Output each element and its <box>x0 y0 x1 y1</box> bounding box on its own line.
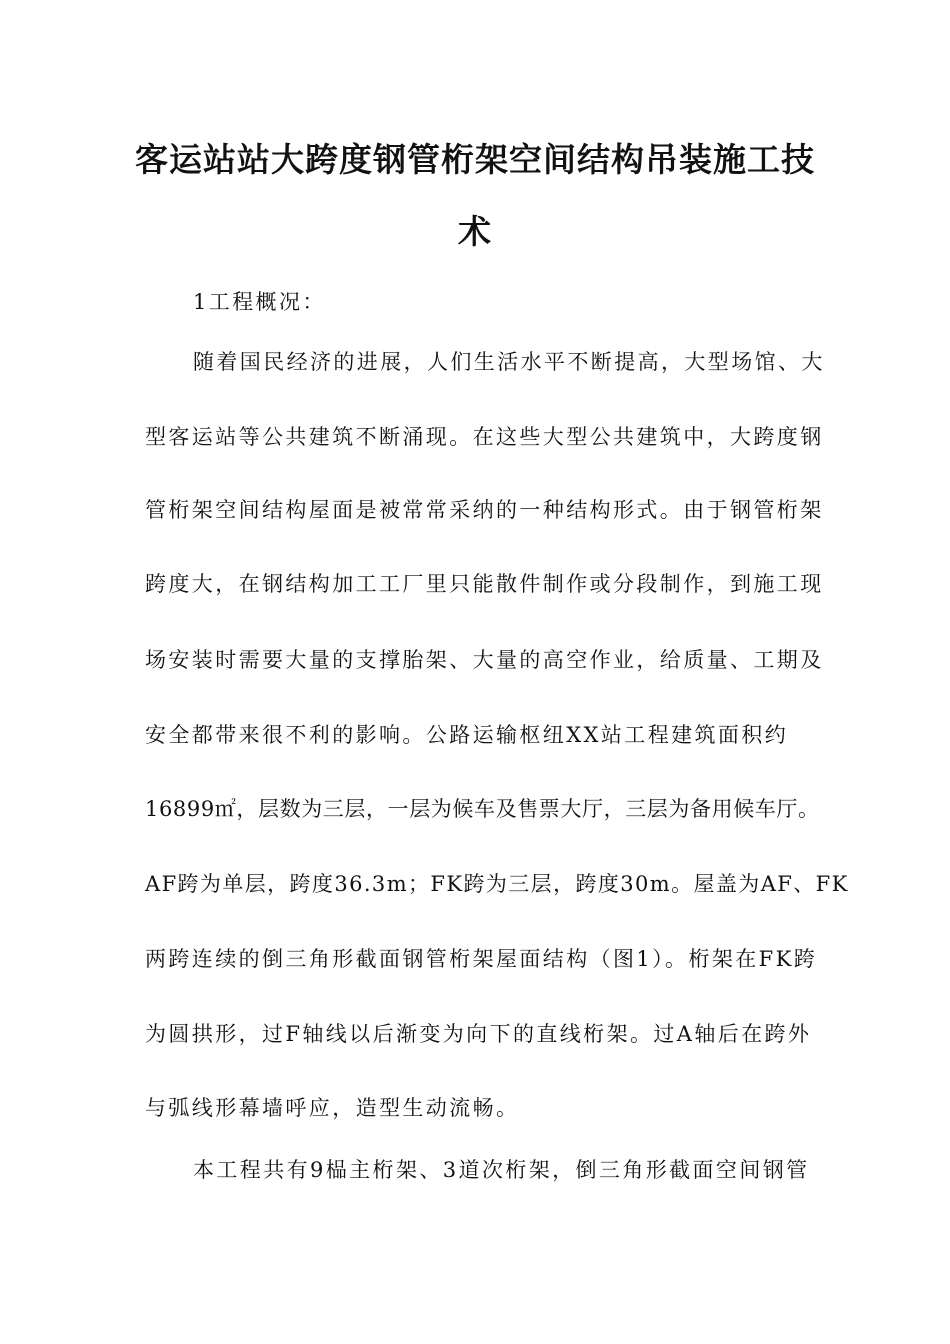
paragraph-line: 为圆拱形，过F轴线以后渐变为向下的直线桁架。过A轴后在跨外 <box>145 1022 812 1046</box>
paragraph-line: 本工程共有9榀主桁架、3道次桁架，倒三角形截面空间钢管 <box>193 1158 810 1182</box>
paragraph-line: 安全都带来很不利的影响。公路运输枢纽XX站工程建筑面积约 <box>145 723 789 747</box>
paragraph-line: 跨度大，在钢结构加工工厂里只能散件制作或分段制作，到施工现 <box>145 572 824 596</box>
document-title-line-1: 客运站站大跨度钢管桁架空间结构吊装施工技 <box>135 140 815 179</box>
document-title-line-2: 术 <box>458 212 492 251</box>
paragraph-line: 场安装时需要大量的支撑胎架、大量的高空作业，给质量、工期及 <box>145 648 824 672</box>
paragraph-line: 16899㎡，层数为三层，一层为候车及售票大厅，三层为备用候车厅。 <box>145 797 820 821</box>
paragraph-line: AF跨为单层，跨度36.3m；FK跨为三层，跨度30m。屋盖为AF、FK <box>145 872 849 896</box>
paragraph-line: 随着国民经济的进展，人们生活水平不断提高，大型场馆、大 <box>193 350 825 374</box>
paragraph-line: 型客运站等公共建筑不断涌现。在这些大型公共建筑中，大跨度钢 <box>145 425 824 449</box>
paragraph-line: 管桁架空间结构屋面是被常常采纳的一种结构形式。由于钢管桁架 <box>145 498 824 522</box>
section-heading: 1工程概况： <box>193 290 326 314</box>
paragraph-line: 与弧线形幕墙呼应，造型生动流畅。 <box>145 1096 520 1120</box>
paragraph-line: 两跨连续的倒三角形截面钢管桁架屋面结构（图1）。桁架在FK跨 <box>145 947 818 971</box>
